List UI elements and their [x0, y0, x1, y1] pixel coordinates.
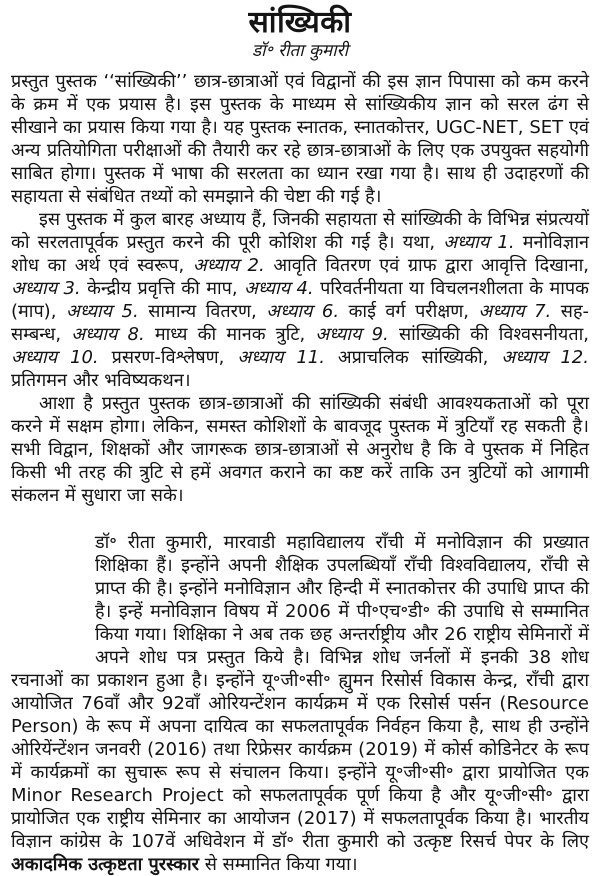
- preface-paragraph-errata-request: आशा है प्रस्तुत पुस्तक छात्र-छात्राओं की सांख्यिकी संबंधी आवश्यकताओं को पूरा करने में सक्षम होगा। लेकिन, समस्त कोशिशों के बावजूद पुस्तक में त्रुटियाँ रह सकती है। सभी विद्वान, शिक्षकों और जागरूक छात्र-छात्राओं से अनुरोध है कि वे पुस्तक में निहित किसी भी तरह की त्रुटि से हमें अवगत कराने का कष्ट करें ताकि उन त्रुटियों को आगामी संकलन में सुधारा जा सके।: [11, 393, 589, 507]
- book-title: सांख्यिकी: [248, 5, 352, 40]
- author-bio-section: [11, 531, 589, 876]
- preface-section: [11, 70, 589, 507]
- preface-paragraph-chapter-list: इस पुस्तक में कुल बारह अध्याय हैं, जिनकी सहायता से सांख्यिकी के विभिन्न संप्रत्ययों को सरलतापूर्वक प्रस्तुत करने की पूरी कोशिश की गई है। यथा, अध्याय 1. मनोविज्ञान शोध का अर्थ एवं स्वरूप, अध्याय 2. आवृति वितरण एवं ग्राफ द्वारा आवृत्ति दिखाना, अध्याय 3. केन्द्रीय प्रवृत्ति की माप, अध्याय 4. परिवर्तनीयता या विचलनशीलता के मापक (माप), अध्याय 5. सामान्य वितरण, अध्याय 6. काई वर्ग परीक्षण, अध्याय 7. सह-सम्बन्ध, अध्याय 8. माध्य की मानक त्रुटि, अध्याय 9. सांख्यिकी की विश्वसनीयता, अध्याय 10. प्रसरण-विश्लेषण, अध्याय 11. अप्राचलिक सांख्यिकी, अध्याय 12. प्रतिगमन और भविष्यकथन।: [11, 209, 590, 392]
- preface-paragraph-intro: प्रस्तुत पुस्तक ‘‘सांख्यिकी’’ छात्र-छात्राओं एवं विद्वानों की इस ज्ञान पिपासा को कम करने के क्रम में एक प्रयास है। इस पुस्तक के माध्यम से सांख्यिकीय ज्ञान को सरल ढंग से सीखाने का प्रयास किया गया है। यह पुस्तक स्नातक, स्नातकोत्तर, UGC-NET, SET एवं अन्य प्रतियोगिता परीक्षाओं की तैयारी कर रहे छात्र-छात्राओं के लिए एक उपयुक्त सहयोगी साबित होगा। पुस्तक में भाषा की सरलता का ध्यान रखा गया है। साथ ही उदाहरणों की सहायता से संबंधित तथ्यों को समझाने की चेष्टा की गई है।: [11, 71, 589, 208]
- author-bio-paragraph: डॉ॰ रीता कुमारी, मारवाडी महाविद्यालय राँची में मनोविज्ञान की प्रख्यात शिक्षिका हैं। इन्होंने अपनी शैक्षिक उपलब्धियाँ राँची विश्वविद्यालय, राँची से प्राप्त की है। इन्होंने मनोविज्ञान और हिन्दी में स्नातकोत्तर की उपाधि प्राप्त की है। इन्हें मनोविज्ञान विषय में 2006 में पी॰एच॰डी॰ की उपाधि से सम्मानित किया गया। शिक्षिका ने अब तक छह अन्तर्राष्ट्रीय और 26 राष्ट्रीय सेमिनारों में अपने शोध पत्र प्रस्तुत किये है। विभिन्न शोध जर्नलों में इनकी 38 शोध रचनाओं का प्रकाशन हुआ है। इन्होंने यू॰जी॰सी॰ ह्युमन रिसोर्स विकास केन्द्र, राँची द्वारा आयोजित 76वाँ और 92वाँ ओरियन्टेंशन कार्यक्रम में एक रिसोर्स पर्सन (Resource Person) के रूप में अपना दायित्व का सफलतापूर्वक निर्वहन किया है, साथ ही उन्होंने ओरियेंन्टेंशन जनवरी (2016) तथा रिफ्रेसर कार्यक्रम (2019) में कोर्स कोडिनेटर के रूप में कार्यक्रमों का सुचारू रूप से संचालन किया। इन्होंने यू॰जी॰सी॰ द्वारा प्रायोजित एक Minor Research Project को सफलतापूर्वक पूर्ण किया है और यू॰जी॰सी॰ द्वारा प्रायोजित एक राष्ट्रीय सेमिनार का आयोजन (2017) में सफलतापूर्वक किया है। भारतीय विज्ञान कांग्रेस के 107वें अधिवेशन में डॉ॰ रीता कुमारी को उत्कृष्ट रिसर्च पेपर के लिए अकादमिक उत्कृष्टता पुरस्कार से सम्मानित किया गया।: [11, 532, 589, 876]
- author-photo-placeholder: [11, 531, 95, 649]
- author-name: डॉ॰ रीता कुमारी: [252, 40, 348, 61]
